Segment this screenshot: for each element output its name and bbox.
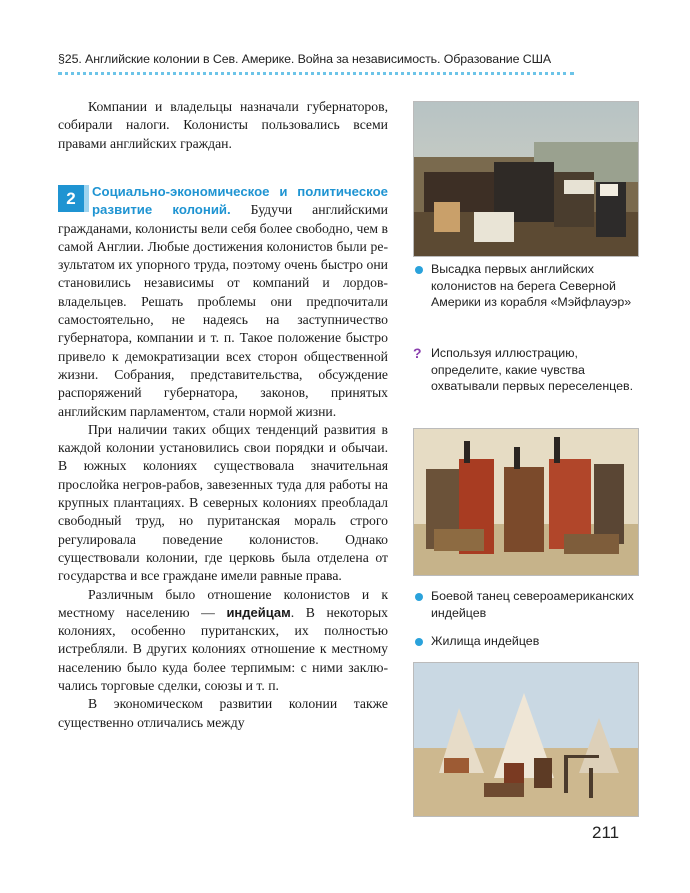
intro-text [58,98,388,153]
illustration-dwellings [413,662,639,817]
war-dance-painting [414,429,638,575]
caption-dwellings: Жилища индейцев [413,633,643,650]
caption-landing: Высадка первых английских колонистов на берега Северной Америки из корабля «Мэйфлауэр» [413,261,643,311]
dwellings-painting [414,663,638,816]
section-paragraph-3: Различным было отношение колонистов и к местному населению — индейцам. В некоторых колониях, особенно пуританских, их полностью истребляли. В других колониях отношение к местному населению было куда более терпимым: с ними заключались торговые сделки, союзы и т. п. [58,586,388,694]
question-block: ? Используя иллюстрацию, определите, какие чувства охватывали первых переселенцев. [413,345,634,393]
section-paragraph-2: При наличии таких общих тенденций развития в каждой колонии установились свои порядки и обычаи. В южных колониях существовала значительная прослойка негров-рабов, завезенных туда для работы на крупных плантациях. В северных колониях преобладал свободный труд, но пуританская мораль строго регулировала поведение колонистов. Однако существовали колонии, где церковь была отделена от государства и все граждане имели равные права. [58,421,388,584]
section-paragraph-1: Будучи английскими гражданами, колонисты вели себя более свободно, чем в самой Англии. Любые достижения колонистов были результатом их упорного труда, поэтому очень быстро они становились независимы от компаний и лордов-владельцев. Решать проблемы они предпочитали самостоятельно, не надеясь на заступничество губернатора, компании и т. п. Такое положение быстро привело к демократизации всех сторон общественной жизни. Собрания, представительства, обсуждение распоряжений губернатора, законов, принятых английским парламентом, стали нормой жизни. [58,202,389,419]
illustration-landing [413,101,639,257]
caption-war-dance: Боевой танец североамериканских индейцев [413,588,643,621]
blue-bullet-icon [415,638,423,646]
blue-bullet-icon [415,266,423,274]
question-mark-icon: ? [413,345,422,361]
section-number-badge: 2 [58,185,84,212]
illustration-war-dance [413,428,639,576]
section-2 [58,183,388,732]
keyword-indians: индейцам [226,604,291,620]
running-header: §25. Английские колонии в Сев. Америке. Война за независимость. Образование США [58,52,552,66]
page-number: 211 [592,823,620,842]
header-divider [58,72,574,75]
intro-paragraph: Компании и владельцы назначали губернаторов, собирали налоги. Колонисты пользовались всеми правами английских граждан. [58,99,388,151]
section-title: Социально-экономическое и политическое развитие колоний. [92,184,388,218]
blue-bullet-icon [415,593,423,601]
section-paragraph-4: В экономическом развитии колонии также существенно отличались между [58,696,388,730]
landing-painting [414,102,638,256]
